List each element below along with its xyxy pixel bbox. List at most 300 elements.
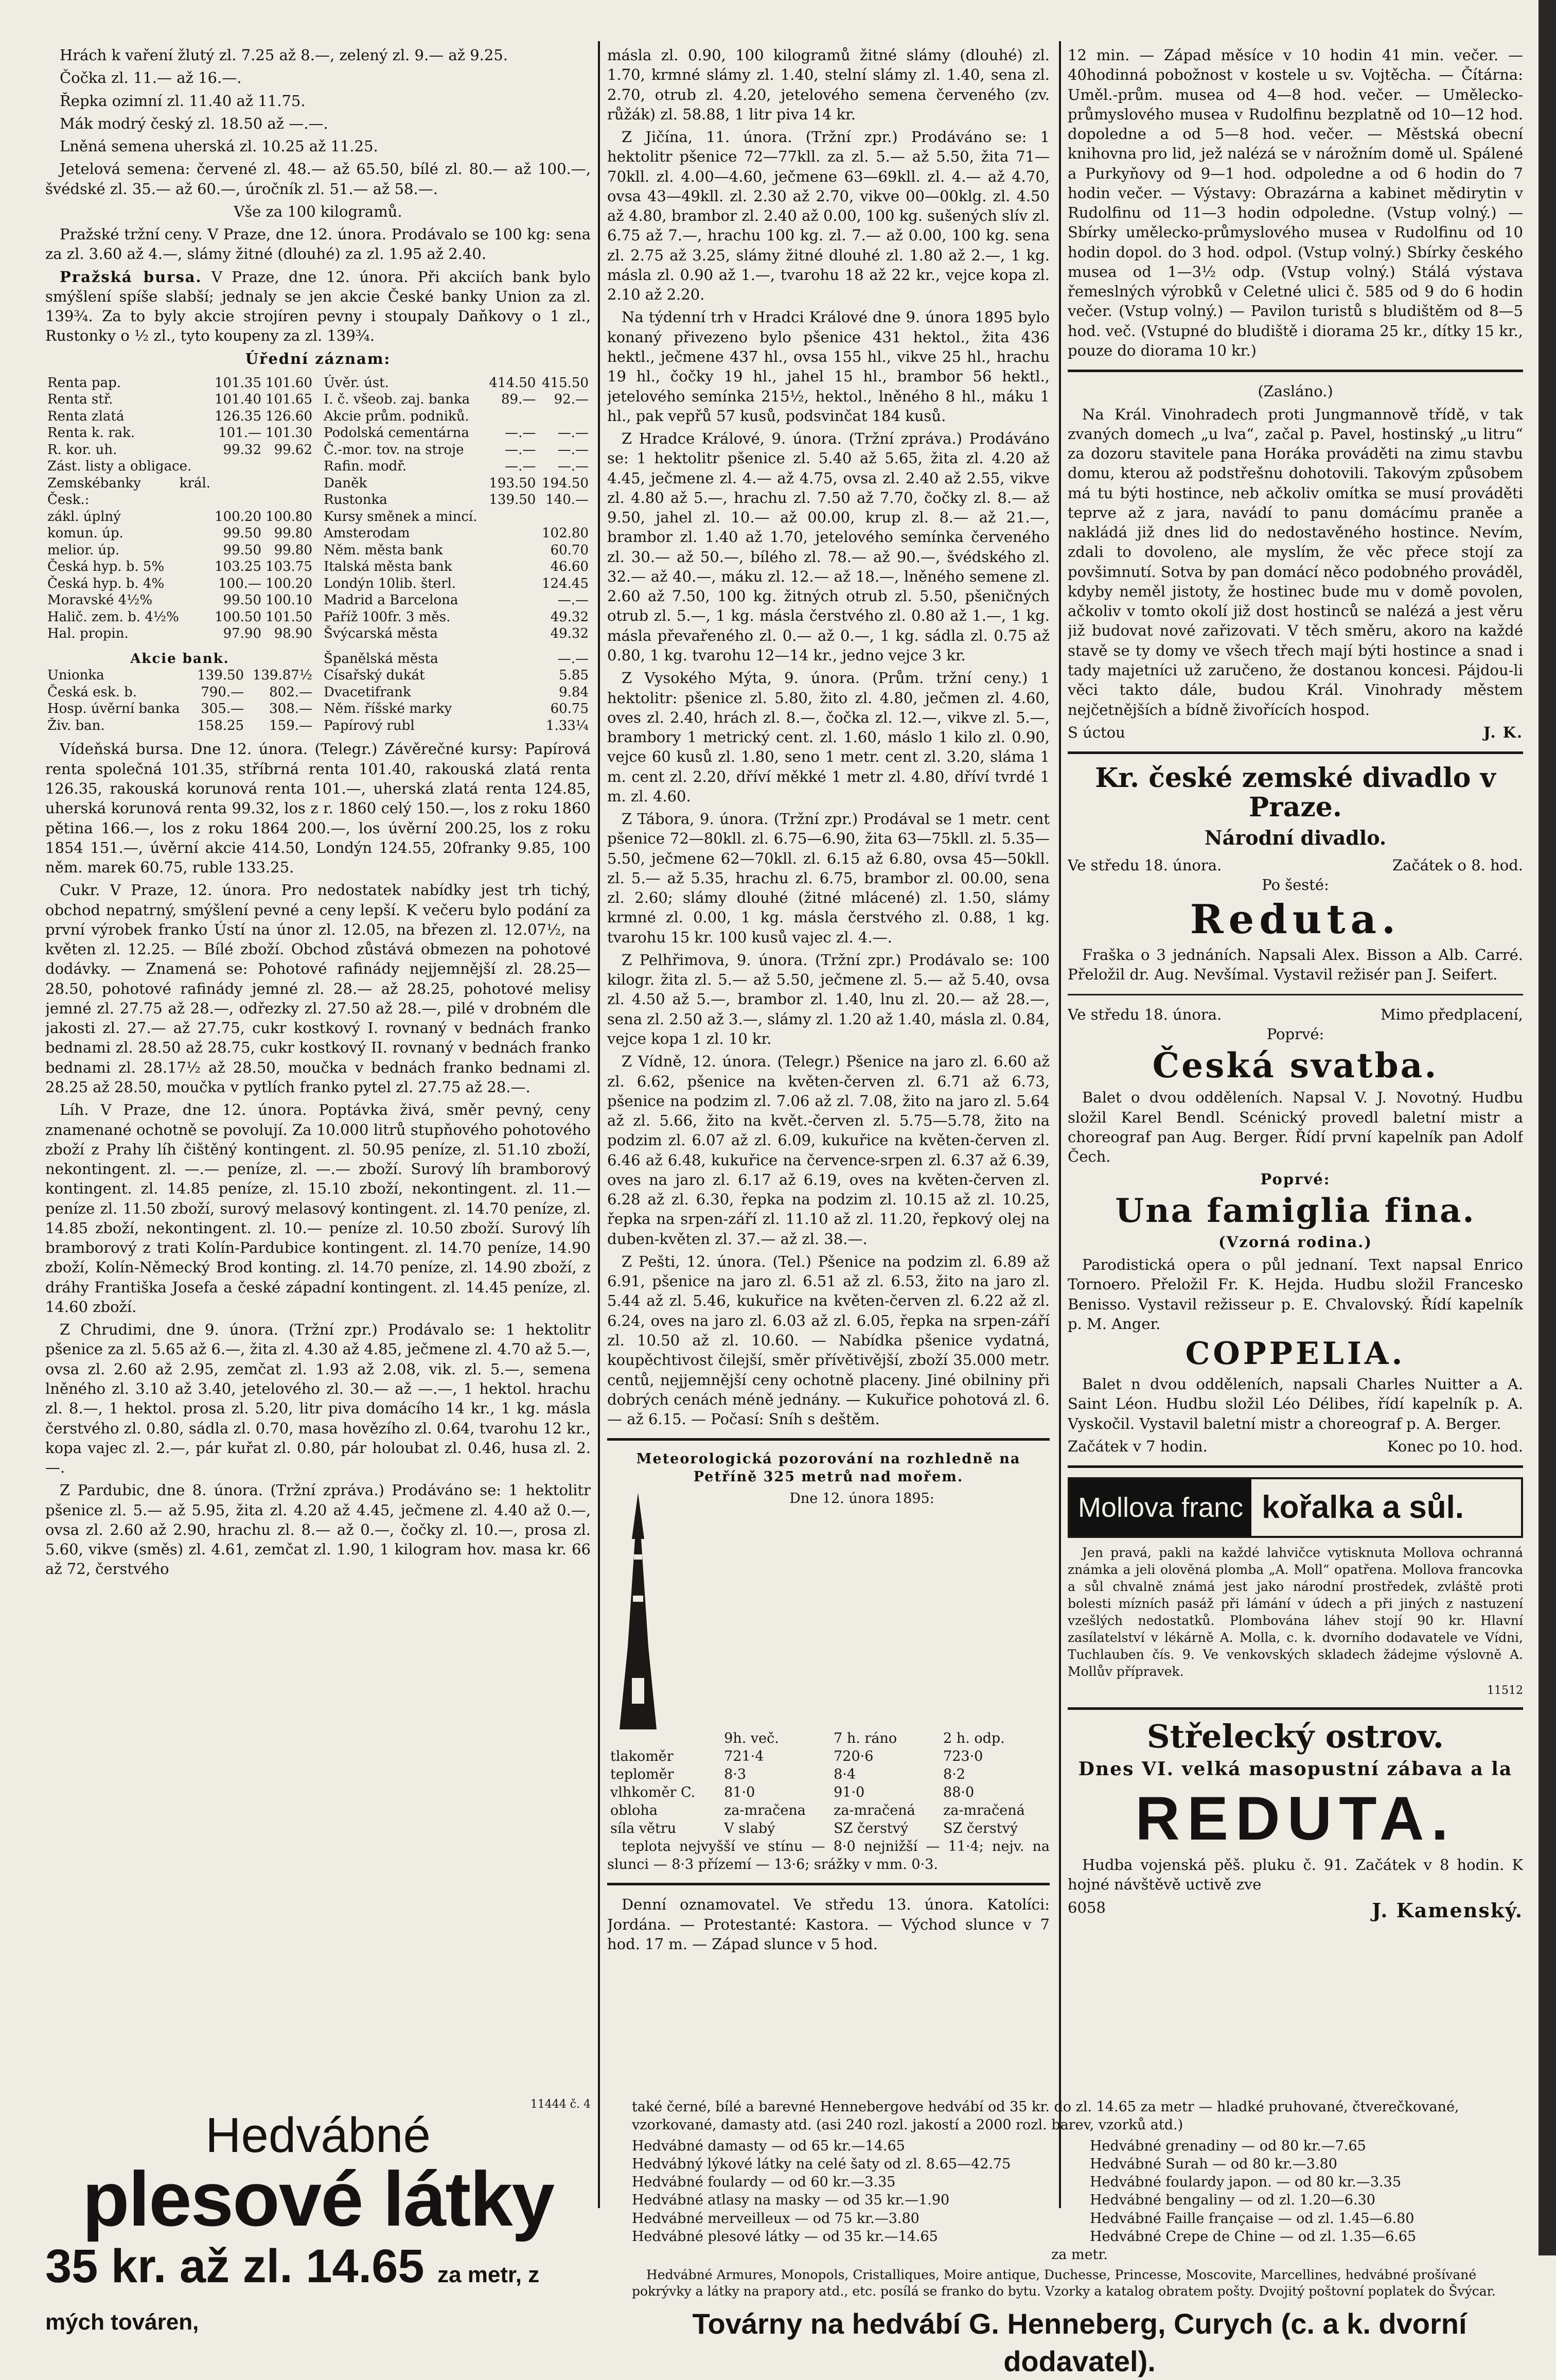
perf4-end: Konec po 10. hod. [1387,1437,1523,1455]
bourse-row-value: 194.50 [542,475,589,491]
spirit-report: Líh. V Praze, dne 12. února. Poptávka živá, směr pevný, ceny znamenané ochotně se povolují. Za 10.000 litrů stupňového pohotového zboží z Prahy líh čištěný kontingent. zl. 50.95 peníze, zl. 51.10 zboží, nekontingent. zl. —.— peníze, zl. —.— zboží. Surový líh bramborový kontingent. zl. 14.85 peníze, zl. 15.10 zboží, nekontingent. zl. 11.— peníze zl. 11.50 zboží, surový melasový kontingent. zl. 14.70 peníze, zl. 14.85 zboží, nekontingent. zl. 10.— peníze zl. 10.50 zboží. Surový líh bramborový z trati Kolín-Pardubice kontingent. zl. 14.70 peníze, 14.90 zboží, Kolín-Německý Brod konting. zl. 14.70 peníze, zl. 14.90 zboží, z dráhy Františka Josefa a české západní kontingent. zl. 14.45 peníze, zl. 14.60 zboží. [45,1101,591,1316]
bourse-row [322,609,591,626]
bank-row-value: 790.— [201,684,244,700]
bourse-row-value: 100.— [218,575,262,591]
bourse-row-value: 92.— [554,392,589,408]
price-item: Hedvábné merveilleux — od 75 kr.—3.80 [632,2210,920,2227]
bank-row-value: 802.— [269,684,312,700]
bourse-row-value [213,475,263,509]
bourse-row-value: 126.35 [215,408,262,424]
bourse-row-value: 415.50 [542,375,589,391]
divider [1068,370,1523,372]
bourse-row-label: Paříž 100fr. 3 měs. [324,609,451,625]
vienna-market-report: Z Vídně, 12. února. (Telegr.) Pšenice na jaro zl. 6.60 až zl. 6.62, pšenice na květen-červen zl. 6.71 až 6.73, pšenice na podzim zl. 7.06 až zl. 7.08, žito na jaro zl. 5.64 až zl. 5.66, žito na květ.-červen zl. 5.75—5.78, žito na podzim zl. 6.07 až zl. 6.09, kukuřice na květen-červen zl. 6.46 až 6.48, kukuřice na července-srpen zl. 6.37 až 6.39, oves na jaro zl. 6.17 až 6.19, oves na květen-červen zl. 6.28 až zl. 6.30, řepka na podzim zl. 10.15 až zl. 10.25, řepka na srpen-září zl. 11.10 až zl. 11.20, řepkový olej na duben-květen zl. 37.— až zl. 38.—. [607,1053,1050,1248]
official-heading: Úřední záznam: [245,349,391,367]
meteo-temperature: teplota nejvyšší ve stínu — 8·0 nejnižší — 11·4; nejv. na slunci — 8·3 přízemí — 13·6; srážky v mm. 0·3. [607,1839,1050,1873]
bourse-row [45,475,314,509]
bourse-row-label: Renta pap. [47,375,121,391]
bourse-row-value: 100.20 [266,575,312,591]
bourse-row-value: —.— [557,459,589,475]
price-item: Hedvábné foulardy japon. — od 80 kr.—3.35 [1090,2174,1401,2191]
bourse-row-value [485,525,538,542]
bourse-row-label: Zást. listy a obligace. [47,459,192,475]
price-item: Hedvábné damasty — od 65 kr.—14.65 [632,2138,905,2155]
bourse-row-value: 100.10 [266,592,312,608]
coin-row-value [516,717,522,734]
perf2-note: Mimo předplacení, [1380,1005,1523,1023]
strel-description: Hudba vojenská pěš. pluku č. 91. Začátek v 8 hodin. K hojné návštěvě uctivě zve [1068,1856,1523,1894]
meteo-col: 9h. več. [724,1730,779,1746]
perf1-title: Reduta. [1190,896,1401,943]
perf3-description: Parodistická opera o půl jednaní. Text napsal Enrico Tornoero. Přeložil Fr. K. Hejda. Hudbu složil Francesko Benisso. Vystavil režisseur p. E. Chvalovský. Řídí kapelník p. M. Anger. [1068,1256,1523,1333]
bourse-row-value: 98.90 [274,626,312,642]
bourse-row-value: —.— [505,459,536,475]
bourse-row-value: —.— [557,592,589,608]
moll-ad-banner [1068,1477,1523,1538]
bourse-table-left [45,375,314,642]
column-regional-markets [607,45,1050,2125]
bourse-row-label: Daněk [324,475,367,491]
zaslano-text: Na Král. Vinohradech proti Jungmannově třídě, v tak zvaných domech „u lva“, začal p. Pavel, hostinský „u litru“ za dozoru stavitele pana Horáka prováděti na zimu stavbu domu, kterou až podstřešnu dohotovili. Takovým způsobem má tu býti hostince, neb ačkoliv omítka se musí prováděti teprve až z jara, navádí to panu domácímu praněe a nakládá již dnes lid do nedostavěného hostince. Nevím, zdali to dovoleno, ale myslím, že věc přece stojí za povšimnutí. Sotva by pan domácí něco podobného prováděl, kdyby neměl jistoty, že hostinec bude mu v domě povolen, ačkoliv v tomto okolí již dost hostinců se nalézá a jest věru již budovat nové zařizovati. V těch směru, akoro na každé stavě se ty domy ve všech třech mají býti hostince a snad i tady majetníci už zaručeno, že dostanou koncesi. Pájdou-li věci takto dále, budou Král. Vinohrady městem nejčetnějších a bídně živořících hospod. [1068,405,1523,719]
bourse-row-value: 140.— [545,492,589,508]
meteo-row-value: 88·0 [943,1784,975,1800]
bourse-row-value: 99.50 [223,526,262,541]
meteo-row-value: 91·0 [834,1784,865,1800]
bourse-row [322,525,591,542]
bourse-row-value: 101.40 [215,392,262,408]
divider [1068,751,1523,754]
meteo-row-label: síla větru [610,1820,677,1836]
bourse-row-value: 101.50 [266,609,312,625]
bourse-row-label: Česká hyp. b. 4% [47,575,165,591]
coin-row-value [516,701,522,717]
meteo-row [607,1819,1050,1837]
meteo-row-value: V slabý [724,1820,775,1836]
bourse-row [45,425,314,442]
perf4-times [1068,1437,1523,1456]
meteo-row [607,1747,1050,1765]
signature-initials: J. K. [1483,723,1523,741]
perf2-meta [1068,1005,1523,1024]
bourse-row-value: 102.80 [542,526,589,541]
perf1-note: Po šesté: [1262,876,1329,894]
bourse-row [322,391,591,408]
bourse-row-label: Zemskébanky král. Česk.: [47,475,211,508]
bourse-text: V Praze, dne 12. února. Při akciích bank bylo smýšlení spíše slabší; jednaly se jen akcie České banky Union za zl. 139¾. Za to byly akcie strojíren pevny i stoupaly Daňkovy o 1 zl., Rustonky o ½ zl., tyto koupeny za zl. 139¾. [45,268,591,345]
coin-row-label: Císařský dukát [324,668,425,684]
market-line: Čočka zl. 11.— až 16.—. [60,69,242,87]
bank-tables [45,647,591,740]
bourse-row [322,425,591,442]
bourse-row [322,408,591,425]
bourse-row [322,575,591,592]
coin-row [322,684,591,701]
bourse-row-value [538,408,591,425]
bourse-row-value [485,509,538,526]
bourse-row-label: Halič. zem. b. 4½% [47,609,179,625]
bourse-row [322,542,591,559]
coin-row-value [516,684,522,701]
divider [1068,994,1523,995]
vienna-bourse: Vídeňská bursa. Dne 12. února. (Telegr.) Závěrečné kursy: Papírová renta společná 101.35, stříbrná renta 101.40, rakouská zlatá renta 126.35, rakouská korunová renta 101.—, uherská zlatá renta 124.85, uherská korunová renta 99.32, los z r. 1860 celý 150.—, los z roku 1860 pětina 166.—, los z roku 1864 200.—, los úvěrní 200.25, los z roku 1854 151.—, úvěrní akcie 414.50, Londýn 124.55, 20franky 9.85, 100 něm. marek 60.75, ruble 133.25. [45,740,591,877]
perf3-title: Una famiglia fina. [1115,1191,1476,1230]
meteo-row-value: 81·0 [724,1784,755,1800]
advert-line-2: plesové látky [82,2156,554,2242]
divider [607,1883,1050,1885]
moll-ad-right: kořalka a sůl. [1262,1490,1464,1526]
coin-row-label: Něm. říšské marky [324,701,452,717]
bourse-heading: Pražská bursa. [60,268,202,286]
price-item: Hedvábné Surah — od 80 kr.—3.80 [1090,2156,1337,2173]
bank-heading: Akcie bank. [130,651,229,667]
bourse-row-value [485,609,538,626]
bourse-row-label: Madrid a Barcelona [324,592,458,608]
myto-report: Z Vysokého Mýta, 9. února. (Prům. tržní ceny.) 1 hektolitr: pšenice zl. 5.80, žito zl. 4.80, ječmen zl. 4.60, oves zl. 2.40, hrách zl. 8.—, čočka zl. 12.—, vikve zl. 5.—, brambory 1 metrický cent. zl. 1.60, máslo 1 kilo zl. 0.90, vejce 60 kusů zl. 1.80, seno 1 metr. cent zl. 3.20, sláma 1 m. cent zl. 2.20, dříví měkké 1 metr zl. 4.80, dříví tvrdé 1 m. zl. 4.60. [607,669,1050,805]
bourse-row [45,458,314,475]
coin-table [322,651,591,734]
meteo-row-label: obloha [610,1802,658,1818]
bourse-row-value: 100.50 [215,609,262,625]
meteo-row-label: tlakoměr [610,1748,674,1764]
bourse-row-value: 99.50 [223,542,262,558]
observation-tower-icon [607,1493,669,1729]
bourse-row-value: —.— [505,425,536,441]
hradec-weekly-report: Na týdenní trh v Hradci Králové dne 9. února 1895 bylo konaný přivezeno bylo pšenice 431 hektol., žita 436 hektl., ječmene 437 hl., ovsa 155 hl., vikve 25 hl., hrachu 19 hl., čočky 19 hl., jahel 15 hl., brambor 56 hektl., jetelového semínka 215½, hektol., lněného 8 hl., máku 1 hl., pak vepřů 57 kusů, podsvinčat 184 kusů. [607,308,1050,425]
bourse-row-value [485,592,538,609]
bourse-row [322,442,591,459]
strel-signature: J. Kamenský. [1372,1898,1523,1922]
bourse-row-value [485,408,538,425]
bank-row-label: Živ. ban. [47,717,105,733]
meteo-row-value: za-mračena [724,1802,806,1818]
bourse-row-label: Úvěr. úst. [324,375,389,391]
meteo-row-label: vlhkoměr C. [610,1784,696,1800]
bourse-row-label: Renta k. rak. [47,425,135,441]
advert-price-list [632,2137,1527,2246]
price-item: Hedvábné Crepe de Chine — od zl. 1.35—6.65 [1090,2228,1417,2245]
strel-footer [1068,1898,1523,1923]
zaslano-signature [1068,723,1523,742]
meteo-row-value: SZ čerstvý [943,1820,1018,1836]
bank-row-value: 305.— [201,701,244,717]
advert-intro: také černé, bílé a barevné Hennebergove hedvábí od 35 kr. do zl. 14.65 za metr — hladké pruhované, čtverečkované, vzorkované, damasty atd. (asi 240 rozl. jakostí a 2000 rozl. barev, vzorků atd.) [632,2099,1459,2133]
bourse-row-label: Podolská cementárna [324,425,469,441]
bourse-row-value [213,458,263,475]
bank-table [45,651,314,734]
bank-row-value: 158.25 [197,717,244,733]
divider [1068,1707,1523,1710]
market-line: Jetelová semena: červené zl. 48.— až 65.50, bílé zl. 80.— až 100.—, švédské zl. 35.— až 60.—, úročník zl. 51.— až 58.—. [45,160,591,198]
bourse-row-value: —.— [557,425,589,441]
bourse-row-label: Renta stř. [47,392,113,408]
bourse-row-label: Amsterodam [324,526,410,541]
price-item: Hedvábné bengaliny — od zl. 1.20—6.30 [1090,2192,1375,2209]
bourse-row [45,575,314,592]
bourse-row [45,542,314,559]
bourse-row [322,558,591,575]
pelhrimov-report: Z Pelhřimova, 9. února. (Tržní zpr.) Prodávalo se: 100 kilogr. žita zl. 5.— až 5.50, ječmene zl. 5.— až 5.40, ovsa zl. 4.50 až 5.—, brambor zl. 1.40, lnu zl. 20.— až 28.—, sena zl. 2.50 až 3.—, slámy zl. 1.20 až 1.40, másla zl. 0.84, vejce kopa 1 zl. 10 kr. [607,951,1050,1048]
column-markets [45,45,591,2125]
coin-row-value [516,651,522,668]
meteo-col: 7 h. ráno [834,1730,897,1746]
coin-row-label: Španělská města [324,651,438,667]
bourse-row-label: Rafin. modř. [324,459,407,475]
perf3-first: Poprvé: [1260,1170,1331,1188]
bourse-row-value: 100.80 [266,509,312,524]
market-line: Mák modrý český zl. 18.50 až —.—. [60,114,328,132]
price-item: Hedvábné atlasy na masky — od 35 kr.—1.90 [632,2192,950,2209]
market-line: Lněná semena uherská zl. 10.25 až 11.25. [60,137,378,155]
meteo-row-value: 8·4 [834,1766,856,1782]
bourse-row [322,375,591,392]
bourse-row-label: Česká hyp. b. 5% [47,559,165,575]
bourse-row [322,592,591,609]
bank-row [45,667,314,684]
bourse-row [322,509,591,526]
theatre-heading: Kr. české zemské divadlo v Praze. [1095,762,1496,824]
bourse-row-value: 124.45 [542,575,589,591]
bourse-row [322,475,591,492]
meteo-row [607,1765,1050,1783]
perf1-date: Ve středu 18. února. [1068,856,1222,874]
bourse-row-value [263,475,314,509]
perf3-subtitle: (Vzorná rodina.) [1218,1233,1372,1251]
prague-market-prices: Pražské tržní ceny. V Praze, dne 12. února. Prodávalo se 100 kg: sena za zl. 3.60 až 4.—, slámy žitné (dlouhé) za zl. 1.95 až 2.40. [45,225,591,263]
coin-row-value: 5.85 [559,668,589,684]
meteo-row-value: 720·6 [834,1748,874,1764]
bourse-row-label: komun. úp. [47,526,123,541]
bank-row [45,684,314,701]
advert-za-metr: za metr. [1051,2246,1108,2263]
bourse-row [45,408,314,425]
chrudim-report: Z Chrudimi, dne 9. února. (Tržní zpr.) Prodávalo se: 1 hektolitr pšenice za zl. 5.65 až 6.—, žita zl. 4.30 až 4.85, ječmene zl. 4.70 až 5.—, ovsa zl. 2.60 až 2.95, zemčat zl. 1.93 až 2.08, vik. zl. 5.—, semena lněného zl. 3.10 až 3.40, jetelového zl. 30.— až —.—, 1 hektol. hrachu zl. 8.—, 1 hektol. prosa zl. 5.20, litr piva domácího 14 kr., 1 kg. másla čerstvého zl. 0.80, sádla zl. 0.70, masa hovězího zl. 0.64, tvarohu 12 kr., kopa vajec zl. 2.—, pár kuřat zl. 0.80, pár holoubat zl. 0.46, husa zl. 2.—. [45,1321,591,1477]
meteo-date: Dne 12. února 1895: [789,1490,934,1507]
bourse-tables [45,372,591,647]
tabor-report: Z Tábora, 9. února. (Tržní zpr.) Prodával se 1 metr. cent pšenice 72—80kll. zl. 6.75—6.90, žita 63—75kll. zl. 5.35—5.50, ječmene 62—70kll. zl. 6.15 až 6.80, ovsa 45—50kll. zl. 5.— až 5.35, hrachu zl. 6.75, brambor zl. 00.00, sena zl. 2.60; slámy dlouhé (žitné mlácené) zl. 1.50, slámy krmné zl. 0.00, 1 kg. másla čerstvého zl. 0.88, 1 kg. tvarohu 15 kr. 100 kusů vajec zl. 4.—. [607,810,1050,946]
advert-price-unit: za metr, z mých továren, [45,2262,540,2335]
bourse-row-value: 103.75 [266,559,312,575]
bourse-row-value [485,558,538,575]
perf2-date: Ve středu 18. února. [1068,1005,1222,1023]
bourse-row-label: Italská města bank [324,559,452,575]
bank-row-value: 139.87½ [252,668,312,684]
henneberg-advert-left [45,2098,591,2337]
perf2-title: Česká svatba. [1152,1045,1439,1086]
bourse-row [322,625,591,642]
meteo-heading: Meteorologická pozorování na rozhledně na Petříně 325 metrů nad mořem. [636,1451,1021,1485]
bourse-row-value: 139.50 [489,492,536,508]
bourse-row-value: 101.65 [266,392,312,408]
meteo-row-value: za-mračená [943,1802,1025,1818]
bourse-row-value: 99.80 [274,542,312,558]
bourse-row-value: 46.60 [550,559,589,575]
column-rule-2 [1059,41,1061,2208]
price-item: Hedvábné Faille française — od zl. 1.45—6.80 [1090,2210,1414,2227]
bourse-row-value [485,542,538,559]
strel-title: REDUTA. [1135,1783,1456,1853]
coin-row-label: Papírový rubl [324,717,415,733]
pardubice-report: Z Pardubic, dne 8. února. (Tržní zpráva.) Prodáváno se: 1 hektolitr pšenice zl. 5.— až 5.95, žita zl. 4.20 až 4.45, ječmene zl. 4.40 až 0.—, ovsa zl. 2.60 až 2.90, hrachu zl. 8.— až 0.—, čočky zl. 10.—, prosa zl. 5.60, vikve (směs) zl. 4.61, zemčat zl. 1.90, 1 kilogram hov. masa kr. 66 až 72, čerstvého [45,1481,591,1578]
bourse-row [45,525,314,542]
bourse-row [45,609,314,626]
bank-row [45,701,314,717]
perf1-description: Fraška o 3 jednáních. Napsali Alex. Bisson a Alb. Carré. Přeložil dr. Aug. Nevšímal. Vystavil režisér pan J. Seifert. [1068,946,1523,984]
bourse-row [45,442,314,459]
continued-text: másla zl. 0.90, 100 kilogramů žitné slámy (dlouhé) zl. 1.70, krmné slámy zl. 1.40, stelní slámy zl. 1.40, sena zl. 2.70, otrub zl. 4.20, jetelového semena červeného (zv. růžák) zl. 58.88, 1 litr piva 14 kr. [607,46,1050,123]
bourse-row [45,509,314,526]
signature-greeting: S úctou [1068,723,1125,741]
bourse-row-label: Londýn 10lib. šterl. [324,575,456,591]
moll-ad-text: Jen pravá, pakli na každé lahvičce vytisknuta Mollova ochranná známka a jeli olověná plomba „A. Moll“ opatřena. Mollova francovka a sůl chvalně známá jest jako národní prostředek, zvláště proti bolesti mízních pasáž při lámání v údech a při jiných z nastuzení vzešlých nedostatků. Plombována láhev stojí 90 kr. Hlavní zasílatelství v lékárně A. Molla, c. k. dvorního dodavatele ve Vídni, Tuchlauben čís. 9. Ve venkovských skladech žádejme výslovně A. Mollův přípravek. [1068,1545,1523,1679]
meteo-section [607,1450,1050,1874]
sugar-report: Cukr. V Praze, 12. února. Pro nedostatek nabídky jest trh tichý, obchod nepatrný, smýšlení pevné a ceny lepší. K večeru bylo podání za první výrobek franko Ústí na únor zl. 12.05, na březen zl. 12.07½, na květen zl. 12.25. — Bílé zboží. Obchod zůstává obmezen na pohotové dodávky. — Znamená se: Pohotové rafinády nejjemnější zl. 28.25—28.50, pohotové rafinády jemné zl. 28.— až 28.25, pohotové melisy jemné zl. 27.75 až 28.—, odřezky zl. 27.50 až 28.—, pilé v drobném dle jakosti zl. 27.— až 27.75, cukr kostkový I. rovnaný v bednách franko bednami zl. 28.50 až 28.75, cukr kostkový II. rovnaný v bednách franko bednami zl. 28.17½ až 28.50, moučka v bednách franko bednami zl. 28.25 až 28.50, moučka v pytlích franko pytel zl. 27.75 až 28.—. [45,881,591,1096]
henneberg-advert [45,2098,1527,2377]
meteo-row-value: 8·2 [943,1766,965,1782]
henneberg-advert-right [632,2098,1527,2380]
bourse-row-value: 99.80 [274,526,312,541]
coin-row-value: 1.33¼ [545,717,589,733]
meteo-row [607,1801,1050,1819]
price-item: Hedvábné grenadiny — od 80 kr.—7.65 [1090,2138,1366,2155]
bourse-row-value: 97.90 [223,626,262,642]
bourse-row [322,492,591,509]
daily-notices: Denní oznamovatel. Ve středu 13. února. Katolíci: Jordána. — Protestanté: Kastora. — Východ slunce v 7 hod. 17 m. — Západ slunce v 5 hod. [607,1896,1050,1953]
perf4-title: COPPELIA. [1185,1336,1406,1372]
hradec-report: Z Hradce Králové, 9. února. (Tržní zpráva.) Prodáváno se: 1 hektolitr pšenice zl. 5.40 až 5.65, žita zl. 4.20 až 4.45, ječmene zl. 4.— až 4.75, ovsa zl. 2.40 až 2.55, vikve zl. 4.80 až 5.—, hrachu zl. 7.50 až 7.70, čočky zl. 8.— až 9.50, jahel zl. 10.— až 00.00, krup zl. 8.— až 21.—, brambor zl. 1.40 až 1.70, jetelového semínka červeného zl. 30.— až 50.—, bílého zl. 78.— až 90.—, švédského zl. 32.— až 40.—, máku zl. 12.— až 18.—, lněného semene zl. 2.60 až 7.50, 100 kg. žitných otrub zl. 5.50, pšeničných otrub zl. 5.—, 1 kg. másla čerstvého zl. 0.80 až 1.—, 1 kg. másla převařeného zl. 0.— až 0.—, 1 kg. sádla zl. 0.75 až 0.80, 1 kg. tvarohu 12—14 kr., jedno vejce 3 kr. [607,430,1050,664]
bourse-row-value: 99.32 [223,442,262,458]
bourse-row-value: 103.25 [215,559,262,575]
bourse-row-value: 101.— [218,425,262,441]
meteo-row-label: teploměr [610,1766,674,1782]
column-notices-theatre [1068,45,1523,2125]
price-item: Hedvábný lýkové látky na celé šaty od zl. 8.65—42.75 [632,2156,1011,2173]
meteo-row-value: SZ čerstvý [834,1820,909,1836]
bourse-row-value [263,458,314,475]
meteo-table [607,1729,1050,1838]
strel-number: 6058 [1068,1898,1106,1916]
bourse-row-value: 193.50 [489,475,536,491]
bourse-row-value: 89.— [501,392,536,408]
meteo-row-value: 8·3 [724,1766,747,1782]
strel-subheading: Dnes VI. velká masopustní zábava a la [1078,1758,1513,1780]
price-item: Hedvábné plesové látky — od 35 kr.—14.65 [632,2228,938,2245]
bourse-row-label: zákl. úplný [47,509,121,524]
advert-price [45,2240,591,2337]
bourse-row-value: 49.32 [550,626,589,642]
market-line: Vše za 100 kilogramů. [234,202,402,220]
advert-line-1: Hedvábné [205,2108,431,2163]
page-number: 11444 č. 4 [530,2098,591,2111]
bourse-row-label: Rustonka [324,492,387,508]
bourse-row-label: melior. úp. [47,542,120,558]
strel-heading: Střelecký ostrov. [1146,1718,1444,1756]
coin-row-value: 60.75 [550,701,589,717]
bank-row-value: 159.— [269,717,312,733]
advert-footer: Továrny na hedvábí G. Henneberg, Curych (c. a k. dvorní dodavatel). [692,2307,1467,2377]
meteo-row-value: 721·4 [724,1748,764,1764]
bourse-row [45,375,314,392]
bourse-row-value: 414.50 [489,375,536,391]
bourse-row-value [538,509,591,526]
bourse-row-label: Moravské 4½% [47,592,153,608]
coin-row-value: 9.84 [559,684,589,700]
column-rule-1 [598,41,600,2208]
coin-row [322,651,591,668]
perf2-description: Balet o dvou odděleních. Napsal V. J. Novotný. Hudbu složil Karel Bendl. Scénický provedl baletní mistr a choreograf pan Aug. Berger. Řídí první kapelník pan Adolf Čech. [1068,1089,1523,1166]
bourse-row-value: 100.20 [215,509,262,524]
divider [1068,1465,1523,1468]
bourse-row-value [485,575,538,592]
bank-row-label: Hosp. úvěrní banka [47,701,180,717]
bourse-row-value: 60.70 [550,542,589,558]
coin-row [322,717,591,734]
meteo-col: 2 h. odp. [943,1730,1005,1746]
bourse-row-label: Č.-mor. tov. na stroje [324,442,464,458]
bourse-row-label: Akcie prům. podniků. [324,408,469,424]
bourse-row-value: 101.35 [215,375,262,391]
bourse-row [322,458,591,475]
perf1-start: Začátek o 8. hod. [1392,856,1523,874]
bourse-row-value: 101.30 [266,425,312,441]
bourse-row-label: Kursy směnek a mincí. [324,509,478,524]
bourse-row-label: Něm. města bank [324,542,443,558]
bourse-row [45,592,314,609]
bourse-row-label: Renta zlatá [47,408,125,424]
bank-row-value: 308.— [269,701,312,717]
advert-price-range: 35 kr. až zl. 14.65 [45,2240,425,2292]
bourse-row [45,558,314,575]
pest-report: Z Pešti, 12. února. (Tel.) Pšenice na podzim zl. 6.89 až 6.91, pšenice na jaro zl. 6.51 až zl. 6.53, žito na jaro zl. 5.44 až zl. 5.46, kukuřice na květen-červen zl. 6.22 až zl. 6.24, oves na jaro zl. 6.03 až zl. 6.05, řepka na srpen-září zl. 10.50 až zl. 10.60. — Nabídka pšenice vydatná, koupěchtivost čilejší, směr přívětivější, zboží 35.000 metr. centů, nejjemnější ceny ochotně placeny. Jiné obilniny při dobrých cenách méně jednány. — Kukuřice pohotová zl. 6.— až 6.15. — Počasí: Sníh s deštěm. [607,1252,1050,1428]
bourse-row-value: 99.50 [223,592,262,608]
theatre-subheading: Národní divadlo. [1204,826,1387,850]
moll-ad-number: 11512 [1487,1684,1523,1697]
perf1-meta [1068,855,1523,875]
bourse-row-value: —.— [557,442,589,458]
coin-row-label: Dvacetifrank [324,684,411,700]
bourse-row-value: 49.32 [550,609,589,625]
price-item: Hedvábné foulardy — od 60 kr.—3.35 [632,2174,896,2191]
coin-row-value [516,667,522,684]
bourse-row-value: 126.60 [266,408,312,424]
daily-continued: 12 min. — Západ měsíce v 10 hodin 41 min. večer. — 40hodinná pobožnost v kostele u sv. Vojtěcha. — Čítárna: Uměl.-prům. musea od 4—8 hod. večer. — Umělecko-průmyslového musea v Rudolfinu bezplatně od 10—12 hod. dopoledne a od 5—8 hod. večer. — Městská obecní knihovna pro lid, jež nalézá se v nárožním domě ul. Spálené a Purkyňovy od 9—1 hod. odpoledne a od 6 hodin do 7 hodin večer. — Výstavy: Obrazárna a kabinet mědirytin v Rudolfinu od 11—3 hodin odpoledne. (Vstup volný.) — Sbírky umělecko-průmyslového musea v Rudolfinu od 10 hodin dopol. do 3 hod. odpol. (Vstup volný.) Sbírky českého musea od 1—3½ odp. (Vstup volný.) Stálá výstava řemeslných výrobků v Celetné ulici č. 585 od 9 do 6 hodin večer. (Vstup volný.) — Pavilon turistů s bludištěm od 8—5 hod. več. (Vstupné do bludiště i diorama 25 kr., dítky 15 kr., pouze do diorama 10 kr.) [1068,46,1523,359]
meteo-row-value: 723·0 [943,1748,983,1764]
coin-row [322,667,591,684]
bourse-row-label: Švýcarská města [324,626,438,642]
market-line: Hrách k vaření žlutý zl. 7.25 až 8.—, zelený zl. 9.— až 9.25. [60,46,508,64]
bourse-row-value: 99.62 [274,442,312,458]
bank-row [45,717,314,734]
moll-ad-left: Mollova franc [1070,1479,1251,1536]
jicin-report: Z Jičína, 11. února. (Tržní zpr.) Prodáváno se: 1 hektolitr pšenice 72—77kll. za zl. 5.— až 5.50, žita 71—70kll. zl. 4.00—4.60, ječmene 63—69kll. zl. 4.— až 4.70, ovsa 43—49kll. zl. 2.30 až 2.70, vikve 00—00klg. zl. 4.50 až 4.80, brambor zl. 2.40 až 0.00, 100 kg. sušených slív zl. 6.75 až 7.—, hrachu 100 kg. zl. 7.— až 0.00, 100 kg. sena zl. 2.75 až 3.25, slámy žitné dlouhé zl. 1.80 až 2.—, 1 kg. másla zl. 0.90 až 1.—, tvarohu 18 až 22 kr., vejce kopa zl. 2.10 až 2.20. [607,128,1050,304]
coin-row-value: —.— [557,651,589,667]
meteo-row-value: za-mračená [834,1802,915,1818]
bank-row-value: 139.50 [197,668,244,684]
page-edge [1539,0,1556,2255]
bourse-row-label: R. kor. uh. [47,442,117,458]
bank-row-label: Unionka [47,668,104,684]
divider [607,1438,1050,1441]
perf2-first: Poprvé: [1266,1025,1324,1043]
bourse-row [45,391,314,408]
bourse-row [45,625,314,642]
perf4-description: Balet n dvou odděleních, napsali Charles Nuitter a A. Saint Léon. Hudbu složil Léo Délibes, řídí kapelník p. A. Vyskočil. Vystavil baletní mistr a choreograf p. A. Berger. [1068,1375,1523,1432]
zaslano-heading: (Zasláno.) [1258,382,1333,400]
bourse-row-label: I. č. všeob. zaj. banka [324,392,470,408]
perf4-start: Začátek v 7 hodin. [1068,1437,1208,1455]
bourse-row-value: —.— [505,442,536,458]
bourse-row-value [485,625,538,642]
bourse-row-value: 101.60 [266,375,312,391]
